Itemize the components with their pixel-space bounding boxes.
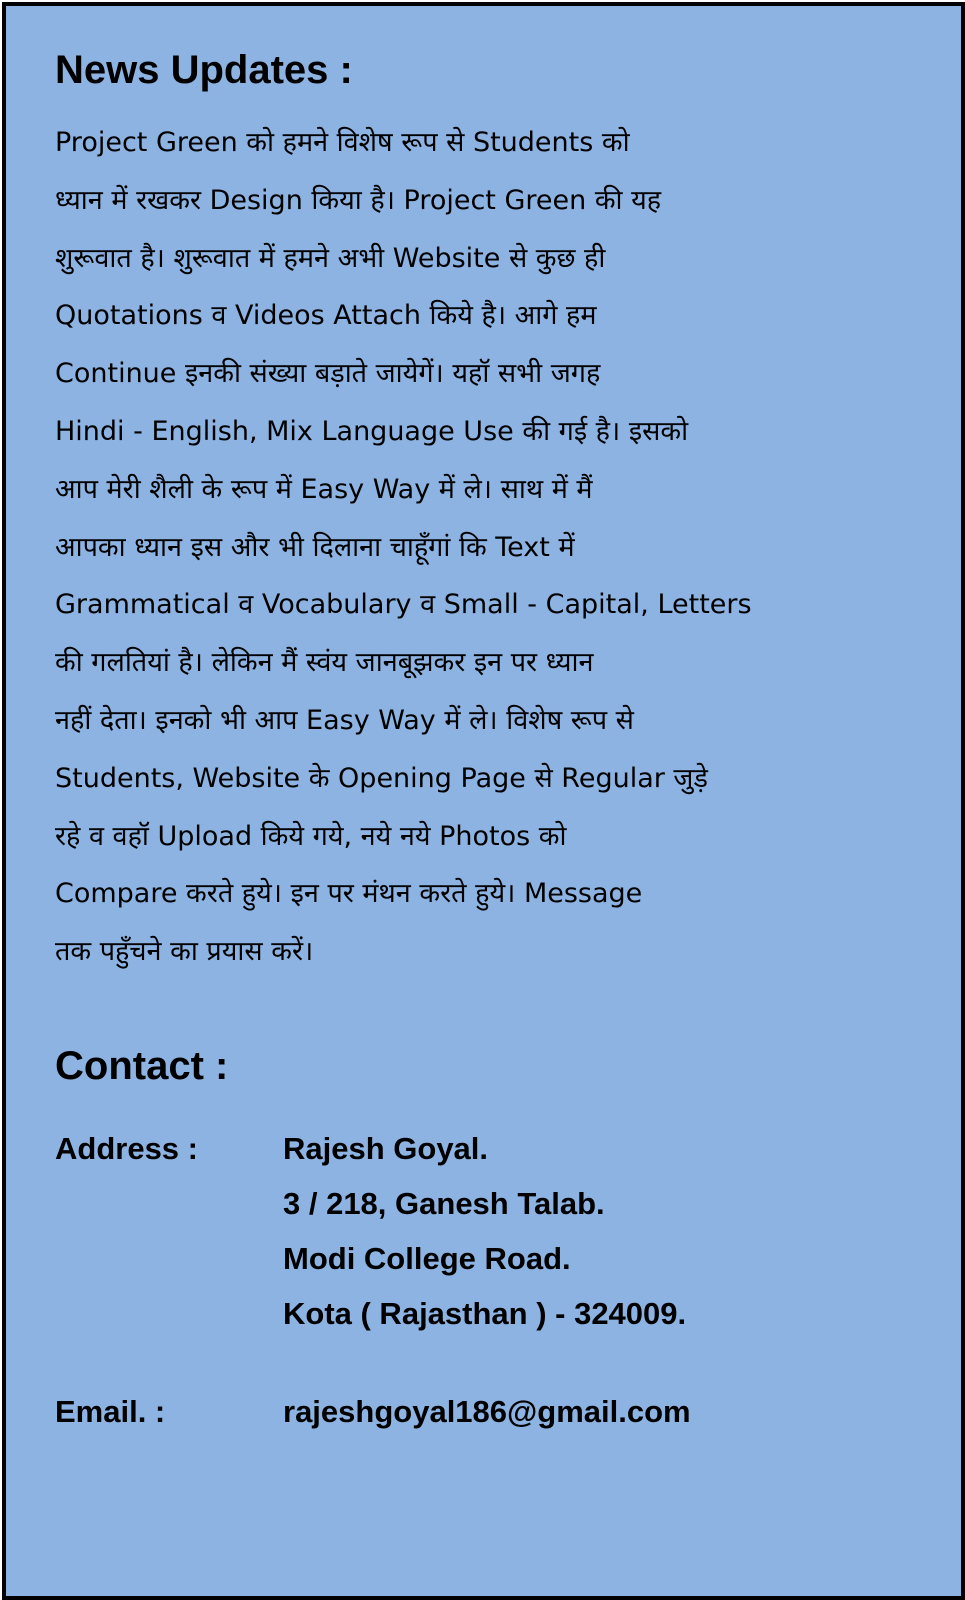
news-line: नहीं देता। इनको भी आप Easy Way में ले। विशेष रूप से	[55, 704, 634, 736]
news-updates-heading: News Updates :	[55, 48, 353, 92]
news-line: रहे व वहॉ Upload किये गये, नये नये Photos को	[55, 820, 567, 852]
news-line: Quotations व Videos Attach किये है। आगे हम	[55, 300, 597, 332]
address-city: Kota ( Rajasthan ) - 324009.	[283, 1296, 687, 1331]
news-line: की गलतियां है। लेकिन मैं स्वंय जानबूझकर इन पर ध्यान	[55, 647, 594, 679]
address-name: Rajesh Goyal.	[283, 1131, 489, 1166]
email-label: Email. :	[55, 1394, 166, 1429]
news-updates-text	[55, 114, 935, 981]
news-line: Hindi - English, Mix Language Use की गई है। इसको	[55, 415, 689, 447]
news-line: Students, Website के Opening Page से Regular जुड़े	[55, 762, 708, 794]
news-line: शुरूवात है। शुरूवात में हमने अभी Website से कुछ ही	[55, 242, 606, 274]
info-panel	[2, 2, 965, 1600]
address-street: 3 / 218, Ganesh Talab.	[283, 1186, 605, 1221]
contact-heading: Contact :	[55, 1044, 229, 1088]
email-address[interactable]: rajeshgoyal186@gmail.com	[283, 1394, 691, 1429]
news-line: आप मेरी शैली के रूप में Easy Way में ले। साथ में मैं	[55, 473, 593, 505]
news-line: तक पहुँचने का प्रयास करें।	[55, 936, 314, 968]
news-line: Grammatical व Vocabulary व Small - Capital, Letters	[55, 589, 752, 621]
news-line: आपका ध्यान इस और भी दिलाना चाहूँगां कि Text में	[55, 531, 575, 563]
news-line: Continue इनकी संख्या बड़ाते जायेगें। यहॉ सभी जगह	[55, 358, 601, 390]
address-block	[283, 1129, 686, 1349]
news-line: Compare करते हुये। इन पर मंथन करते हुये। Message	[55, 878, 643, 910]
address-road: Modi College Road.	[283, 1241, 571, 1276]
address-label: Address :	[55, 1131, 198, 1166]
news-line: ध्यान में रखकर Design किया है। Project Green की यह	[55, 184, 662, 216]
news-line: Project Green को हमने विशेष रूप से Students को	[55, 127, 630, 158]
